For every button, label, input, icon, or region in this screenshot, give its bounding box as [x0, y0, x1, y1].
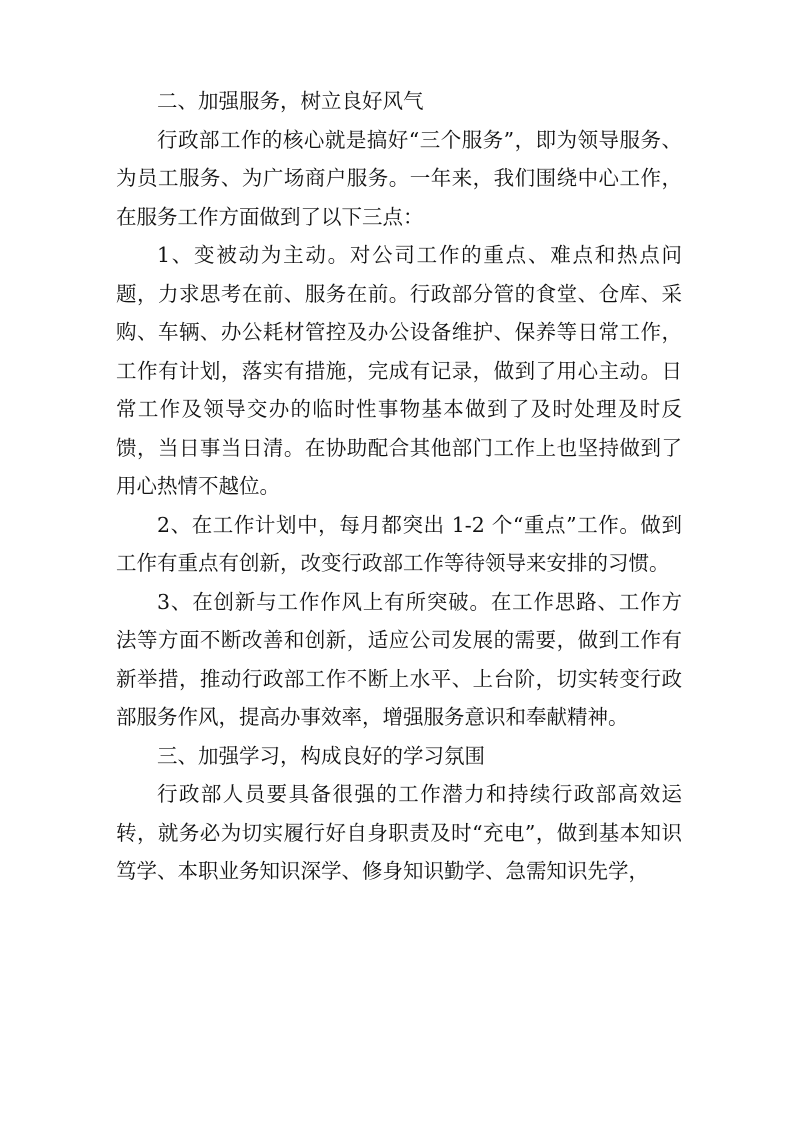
- paragraph-point-3: 3、在创新与工作作风上有所突破。在工作思路、工作方法等方面不断改善和创新，适应公司发展的需要，做到工作有新举措，推动行政部工作不断上水平、上台阶，切实转变行政部服务作风，提高办事效率，增强服务意识和奉献精神。: [116, 589, 682, 729]
- paragraph-point-1: 1、变被动为主动。对公司工作的重点、难点和热点问题，力求思考在前、服务在前。行政部分管的食堂、仓库、采购、车辆、办公耗材管控及办公设备维护、保养等日常工作，工作有计划，落实有措施，完成有记录，做到了用心主动。日常工作及领导交办的临时性事物基本做到了及时处理及时反馈，当日事当日清。在协助配合其他部门工作上也坚持做到了用心热情不越位。: [116, 243, 682, 498]
- document-page: [116, 82, 682, 891]
- paragraph-learning: 行政部人员要具备很强的工作潜力和持续行政部高效运转，就务必为切实履行好自身职责及时“充电”，做到基本知识笃学、本职业务知识深学、修身知识勤学、急需知识先学，: [116, 782, 682, 883]
- section-heading-service: 二、加强服务，树立良好风气: [157, 89, 424, 113]
- paragraph-three-services: 行政部工作的核心就是搞好“三个服务”，即为领导服务、为员工服务、为广场商户服务。一年来，我们围绕中心工作，在服务工作方面做到了以下三点：: [116, 127, 682, 229]
- paragraph-point-2: 2、在工作计划中，每月都突出 1-2 个“重点”工作。做到工作有重点有创新，改变行政部工作等待领导来安排的习惯。: [116, 512, 682, 575]
- section-heading-learning: 三、加强学习，构成良好的学习氛围: [157, 743, 485, 768]
